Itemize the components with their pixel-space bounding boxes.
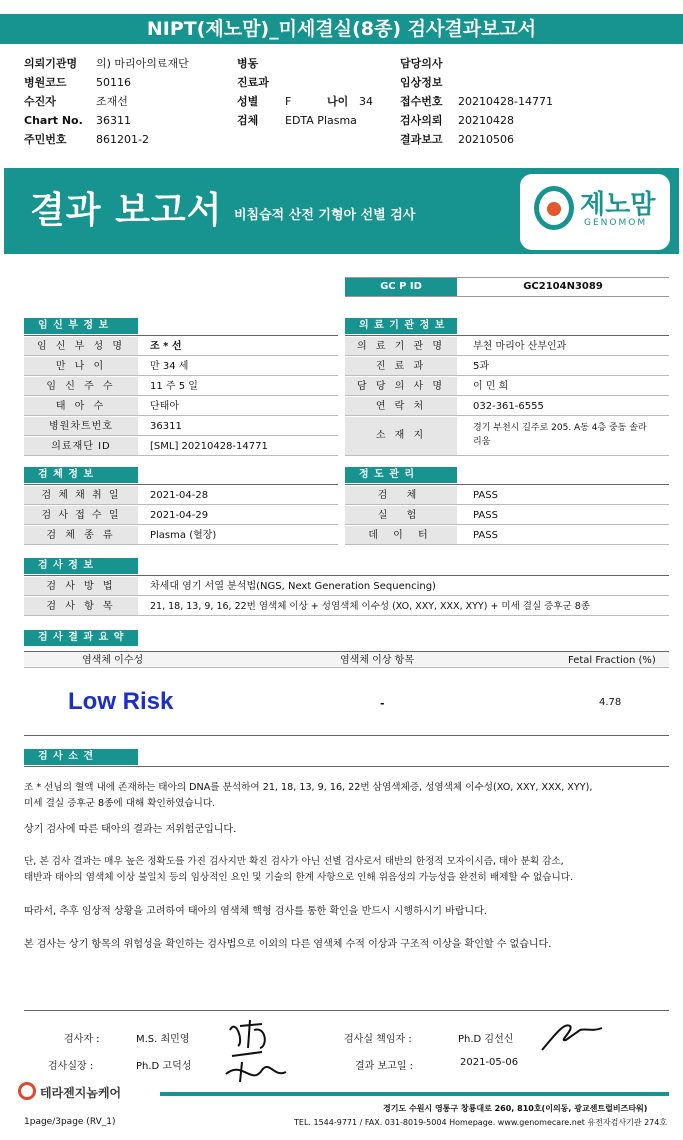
table-row: 진 료 과 5과 [345,357,669,376]
summary-header: 염색체 이수성 염색체 이상 항목 Fetal Fraction (%) [24,651,669,668]
table-row-address: 소 재 지 경기 부천시 길주로 205. A동 4층 중동 솔라 리움 [345,417,669,456]
company-name: 테라젠지놈케어 [40,1086,122,1100]
section-qc: 정 도 관 리 [345,467,457,483]
footer-address: 경기도 수원시 영통구 창룡대로 260, 810호(이의동, 광교센트럴비즈타워) [383,1104,648,1113]
logo-dot-icon [547,202,561,216]
section-pregnant: 임 신 부 정 보 [24,318,138,334]
footer-bar [160,1092,669,1096]
table-row: 담 당 의 사 명 이 민 희 [345,377,669,396]
report-top-title: NIPT(제노맘)_미세결실(8종) 검사결과보고서 [0,14,683,44]
responsible-name: Ph.D 김선신 [458,1034,514,1045]
finding-paragraph-2: 상기 검사에 따른 태아의 결과는 저위험군입니다. [24,824,237,835]
chief-name: Ph.D 고덕성 [136,1061,192,1072]
finding-paragraph-5: 본 검사는 상기 항목의 위험성을 확인하는 검사법으로 이외의 다른 염색체 수적 이상과 구조적 이상을 확인할 수 없습니다. [24,939,552,950]
finding-paragraph-1: 조 * 선님의 혈액 내에 존재하는 태아의 DNA를 분석하여 21, 18, 13, 9, 16, 22번 삼염색체증, 성염색체 이수성(XO, XXY, XXX, XYY), 미세 결실 증후군 8종에 대해 확인하였습니다. [24,782,593,809]
report-date: 2021-05-06 [460,1057,519,1068]
banner-title: 결과 보고서 [30,190,223,231]
abnormal-item: - [380,697,385,710]
section-summary: 검 사 결 과 요 약 [24,630,138,646]
banner-subtitle: 비침습적 산전 기형아 선별 검사 [234,208,416,223]
result-banner [4,168,679,254]
table-row: 검 사 방 법 차세대 염기 서열 분석법(NGS, Next Generation Sequencing) [24,577,669,596]
terragen-logo-icon [18,1082,36,1100]
table-row: 검 체 채 취 일 2021-04-28 [24,486,338,505]
header-col1: 의뢰기관명 의) 마리아의료재단 병원코드 50116 수진자 조재선 Chart No. 36311 주민번호 861201-2 [24,57,189,146]
table-row: 의 료 기 관 명 부천 마리아 산부인과 [345,337,669,356]
table-row: 병원차트번호 36311 [24,417,338,436]
signature-responsible-icon [536,1016,606,1056]
signature-tester-icon [222,1016,292,1088]
table-row: 검 체 종 류 Plasma (혈장) [24,526,338,545]
table-row: 실 험 PASS [345,506,669,525]
table-row: 태 아 수 단태아 [24,397,338,416]
table-row: 만 나 이 만 34 세 [24,357,338,376]
header-col3: 담당의사 임상정보 접수번호 20210428-14771 검사의뢰 20210428 결과보고 20210506 [400,57,553,146]
tester-label: 검사자 : [64,1034,100,1045]
table-row: 연 락 처 032-361-6555 [345,397,669,416]
section-findings: 검 사 소 견 [24,749,138,765]
section-test: 검 사 정 보 [24,558,138,574]
table-row: 검 사 접 수 일 2021-04-29 [24,506,338,525]
report-date-label: 결과 보고일 : [355,1061,414,1072]
finding-paragraph-3: 단, 본 검사 결과는 매우 높은 정확도를 가진 검사지만 확진 검사가 아닌 선별 검사로서 태반의 한정적 모자이시즘, 태아 분획 감소, 태반과 태아의 염색체 이상 불일치 등의 임상적인 요인 및 기술의 한계 사항으로 인해 위음성의 가능성을 완전히 배제할 수 없습니다. [24,856,574,883]
header-col2: 병동 진료과 성별 F 나이 34 검체 EDTA Plasma [237,57,373,127]
table-row: 임 신 주 수 11 주 5 일 [24,377,338,396]
page-number: 1page/3page (RV_1) [24,1117,116,1127]
responsible-label: 검사실 책임자 : [344,1034,412,1045]
table-row: 데 이 터 PASS [345,526,669,545]
risk-result: Low Risk [68,688,174,715]
fetal-fraction: 4.78 [599,697,622,708]
table-row: 검 체 PASS [345,486,669,505]
table-row: 의료재단 ID [SML] 20210428-14771 [24,437,338,456]
table-row: 검 사 항 목 21, 18, 13, 9, 16, 22번 염색체 이상 + 성염색체 이수성 (XO, XXY, XXX, XYY) + 미세 결실 증후군 8종 [24,597,669,616]
gcp-id-box: GC P ID GC2104N3089 [345,277,669,297]
section-hospital: 의 료 기 관 정 보 [345,318,457,334]
chief-label: 검사실장 : [48,1061,94,1072]
section-specimen: 검 체 정 보 [24,467,138,483]
finding-paragraph-4: 따라서, 추후 임상적 상황을 고려하여 태아의 염색체 핵형 검사를 통한 확인을 반드시 시행하시기 바랍니다. [24,906,488,917]
genomom-logo: 제노맘 GENOMOM [520,174,670,250]
tester-name: M.S. 최민영 [136,1034,190,1045]
footer-contact: TEL. 1544-9771 / FAX. 031-8019-5004 Homepage. www.genomecare.net 유전자검사기관 274호 [294,1118,668,1127]
table-row: 임 신 부 성 명 조 * 선 [24,337,338,356]
